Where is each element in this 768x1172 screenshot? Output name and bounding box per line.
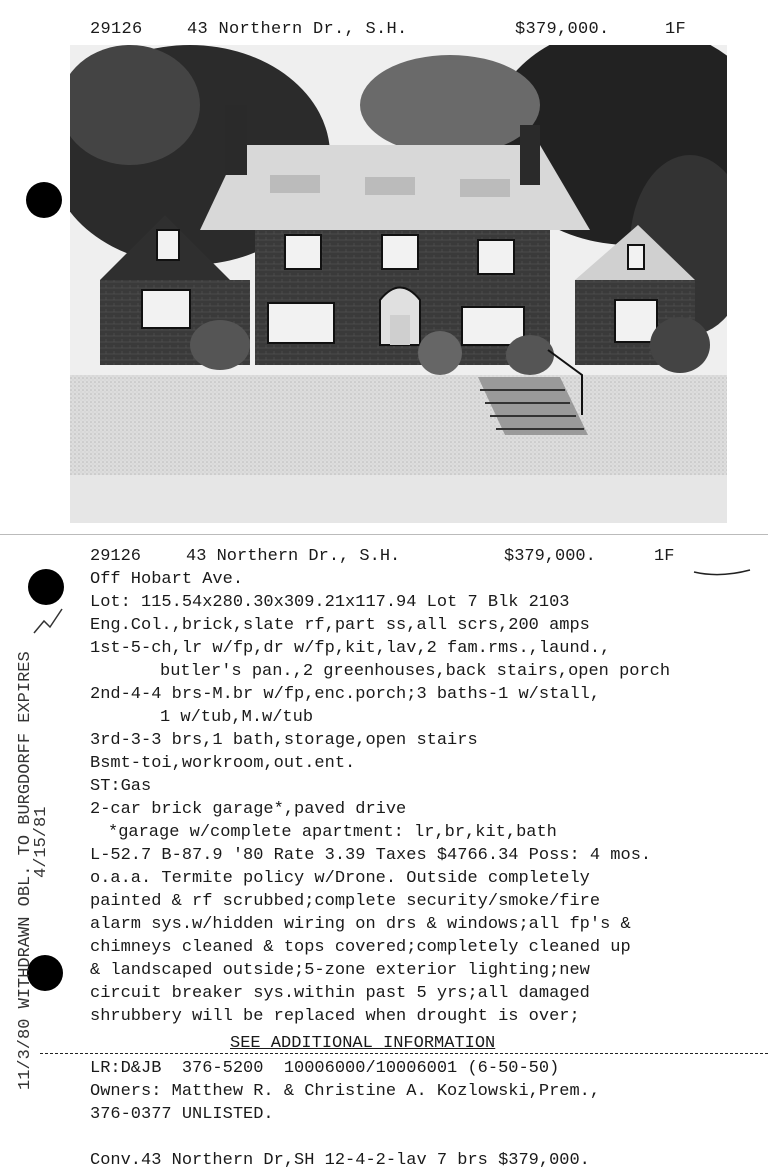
listing-id: 29126 [90,547,142,566]
photo-divider [0,534,768,535]
listing-details [90,545,760,1028]
listing-line: 1 w/tub,M.w/tub [160,708,314,727]
listing-header-row [90,545,760,568]
withdrawn-annotation: 11/3/80 WITHDRAWN OBL. TO BURGDORFF EXPIRES [16,651,35,1090]
dashed-divider [40,1053,768,1054]
footer-line: Conv.43 Northern Dr,SH 12-4-2-lav 7 brs $379,000. [90,1151,590,1170]
listing-footer [90,1057,600,1172]
footer-line: 376-0377 UNLISTED. [90,1105,274,1124]
check-mark [30,605,64,639]
listing-line: butler's pan.,2 greenhouses,back stairs,open porch [160,662,671,681]
listing-line: 1st-5-ch,lr w/fp,dr w/fp,kit,lav,2 fam.rms.,laund., [90,639,611,658]
listing-price: $379,000. [504,547,596,566]
listing-line: 3rd-3-3 brs,1 bath,storage,open stairs [90,731,478,750]
pen-stroke [690,560,754,580]
header-listing-id: 29126 [90,20,143,39]
listing-line: Lot: 115.54x280.30x309.21x117.94 Lot 7 Blk 2103 [90,593,570,612]
listing-line: o.a.a. Termite policy w/Drone. Outside completely [90,869,590,888]
listing-line: Eng.Col.,brick,slate rf,part ss,all scrs,200 amps [90,616,590,635]
listing-line: shrubbery will be replaced when drought is over; [90,1007,580,1026]
footer-line [90,1126,600,1149]
punch-hole-top [26,182,62,218]
punch-hole-middle [28,569,64,605]
header-class: 1F [665,20,687,39]
listing-line: L-52.7 B-87.9 '80 Rate 3.39 Taxes $4766.34 Poss: 4 mos. [90,846,652,865]
listing-address: 43 Northern Dr., S.H. [186,547,401,566]
listing-line: circuit breaker sys.within past 5 yrs;all damaged [90,984,590,1003]
listing-class: 1F [654,547,675,566]
house-photo [70,45,727,523]
listing-line: Bsmt-toi,workroom,out.ent. [90,754,356,773]
footer-line: Owners: Matthew R. & Christine A. Kozlowski,Prem., [90,1082,601,1101]
footer-line: LR:D&JB 376-5200 10006000/10006001 (6-50-50) [90,1059,560,1078]
listing-line: alarm sys.w/hidden wiring on drs & windows;all fp's & [90,915,631,934]
listing-line: ST:Gas [90,777,152,796]
listing-line: painted & rf scrubbed;complete security/smoke/fire [90,892,601,911]
listing-line: & landscaped outside;5-zone exterior lighting;new [90,961,590,980]
listing-line: chimneys cleaned & tops covered;completely cleaned up [90,938,631,957]
expiry-date-annotation: 4/15/81 [32,806,51,878]
header-address: 43 Northern Dr., S.H. [187,20,408,39]
listing-line: 2-car brick garage*,paved drive [90,800,407,819]
listing-line: 2nd-4-4 brs-M.br w/fp,enc.porch;3 baths-1 w/stall, [90,685,601,704]
listing-line: Off Hobart Ave. [90,570,244,589]
header-price: $379,000. [515,20,610,39]
listing-line: *garage w/complete apartment: lr,br,kit,bath [108,823,557,842]
see-additional-information: SEE ADDITIONAL INFORMATION [230,1034,496,1053]
